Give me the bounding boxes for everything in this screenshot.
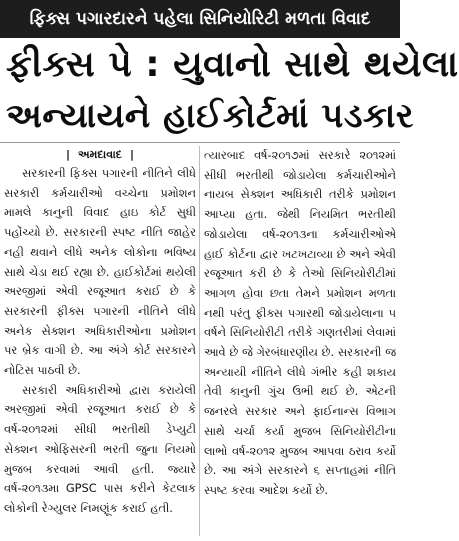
article-kicker: ફિક્સ પગારદારને પહેલા સિનિયોરિટી મળતા વિવાદ [0,0,400,38]
headline-rule [0,142,400,143]
dateline-bullet-left: | [66,148,71,161]
left-paragraph-2: સરકારી અધિકારીઓ દ્વારા કરાયેલી અરજીમાં એવી રજૂઆત કરાઈ છે કે વર્ષ-૨૦૧૨માં સીધી ભરતીથી ડેપ્યુટી સેક્શન ઓફિસરની ભરતી જુના નિયમો મુજબ કરવામાં આવી હતી. જ્યારે વર્ષ-૨૦૧૩મા GPSC પાસ કરીને કેટલાક લોકોની રેગ્યુલર નિમણૂંક કરાઈ હતી. [4,382,196,515]
dateline [4,146,196,164]
dateline-bullet-right: | [129,148,134,161]
headline-line-2: અન્યાયને હાઈકોર્ટમાં પડકાર [6,96,414,136]
column-divider [199,146,200,536]
article-column-right [204,146,396,535]
headline-line-1: ફીક્સ પે : યુવાનો સાથે થયેલા [6,44,459,85]
right-paragraph-1: ત્યારબાદ વર્ષ-૨૦૧૭માં સરકારે ૨૦૧૨માં સીધી ભરતીથી જોડાયેલા કર્મચારીઓને નાયબ સેક્શન અધિકારી તરીકે પ્રમોશન આપ્યા હતા. જેથી નિયમિત ભરતીથી જોડાયેલા વર્ષ-૨૦૧૩ના કર્મચારીઓએ હાઈ કોર્ટના દ્વાર ખટખટાવ્યા છે અને એવી રજૂઆત કરી છે કે તેઓ સિનિયોરીટીમાં આગળ હોવા છતા તેમને પ્રમોશન મળતા નથી પરંતુ ફીક્સ પગારથી જોડાયેલાના ૫ વર્ષને સિનિયોરીટી તરીકે ગણતરીમાં લેવામાં આવે છે જે ગેરબંધારણીય છે. સરકારની જ અન્યાયી નીતિને લીધે ગંભીર કહી શકાય તેવી કાનુની ગુંચ ઉભી થઈ છે. એટની જનરલે સરકાર અને ફાઈનાન્સ વિભાગ સાથે ચર્ચા કર્યા મુજબ સિનિયોરીટીના લાભો વર્ષ-૨૦૧૨ મુજબ આપવા ઠરાવ કર્યો છે. આ અંગે સરકારને ૬ સપ્તાહમાં નીતિ સ્પષ્ટ કરવા આદેશ કર્યો છે. [204,148,396,497]
article-column-left [4,146,196,535]
dateline-text: અમદાવાદ [78,148,122,161]
left-paragraph-1: સરકારની ફિક્સ પગારની નીતિને લીધે સરકારી કર્મચારીઓ વચ્ચેના પ્રમોશન મામલે કાનુની વિવાદ હાઇ કોર્ટ સુધી પહોંચ્યો છે. સરકારની સ્પષ્ટ નીતિ જાહેર નહી થવાને લીધે અનેક લોકોના ભવિષ્ય સાથે ચેડા થઈ રહ્યા છે. હાઈકોર્ટમાં થયેલી અરજીમાં એવી રજૂઆત કરાઈ છે કે સરકારની ફીક્સ પગારની નીતિને લીધે અનેક સેક્શન અધિકારીઓના પ્રમોશન પર બ્રેક વાગી છે. આ અંગે કોર્ટ સરકારને નોટિસ પાઠવી છે. [4,166,196,378]
